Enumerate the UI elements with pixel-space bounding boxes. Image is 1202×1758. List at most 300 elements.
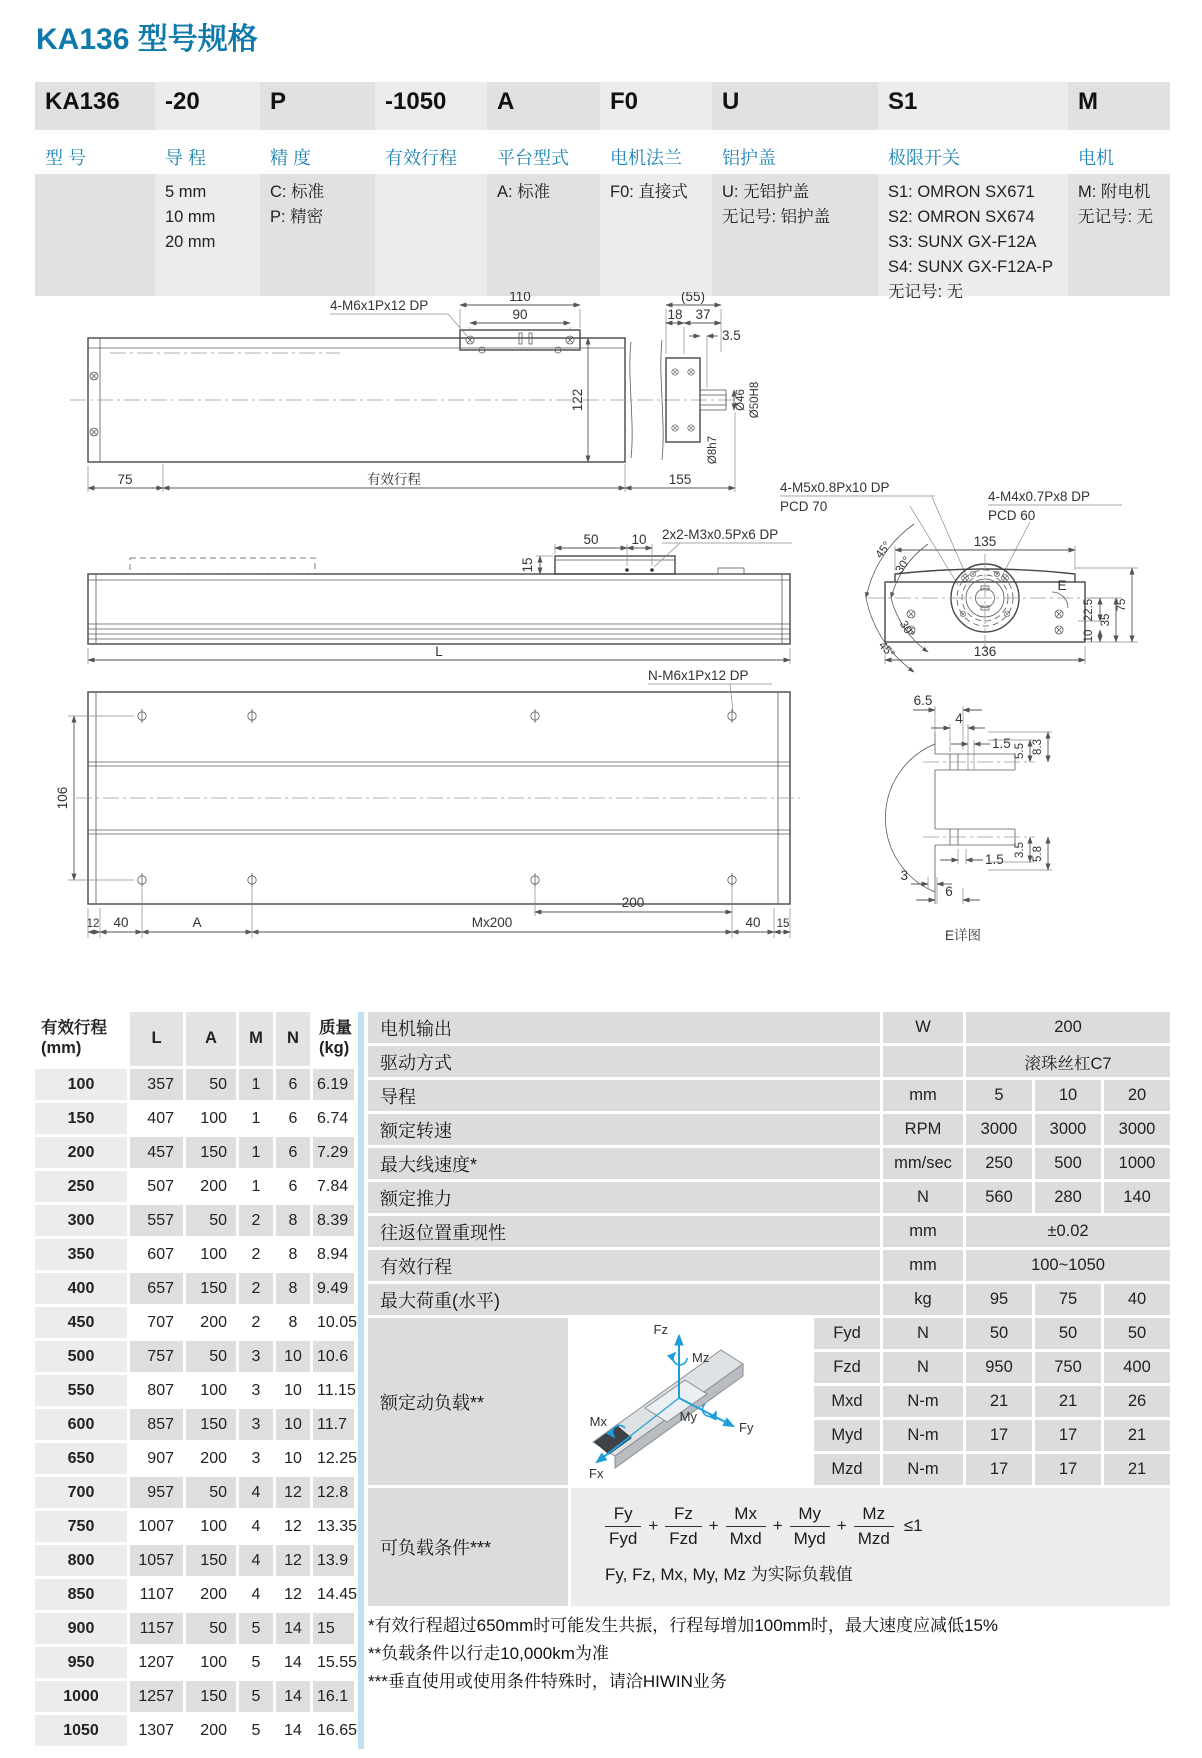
numerator: Mz xyxy=(862,1504,886,1523)
option: 10 mm xyxy=(165,208,216,226)
dim-cell: 300 xyxy=(35,1205,127,1236)
spec-unit: mm xyxy=(883,1080,963,1111)
denominator: Myd xyxy=(790,1526,830,1549)
load-unit: N-m xyxy=(883,1386,963,1417)
denominator: Mxd xyxy=(726,1526,766,1549)
dim-cell: 2 xyxy=(239,1205,273,1236)
spec-value: 100~1050 xyxy=(966,1250,1170,1281)
bottom-view-drawing xyxy=(55,668,800,938)
dim-label: (55) xyxy=(680,292,706,304)
thread-callout: 2x2-M3x0.5Px6 DP xyxy=(662,527,779,542)
dim-cell: 757 xyxy=(130,1341,183,1372)
dim-label: 75 xyxy=(117,472,133,487)
option: 无记号: 无 xyxy=(888,283,964,301)
dim-cell: 1307 xyxy=(130,1715,183,1746)
dim-cell: 750 xyxy=(35,1511,127,1542)
model-code-field-label-6 xyxy=(712,130,878,174)
spec-value: 3000 xyxy=(1104,1114,1170,1145)
top-view-drawing xyxy=(70,292,761,492)
model-code-col-0 xyxy=(35,82,155,130)
dimension-table xyxy=(35,1012,358,1746)
load-value: 50 xyxy=(1035,1318,1101,1349)
load-value: 21 xyxy=(1104,1420,1170,1451)
dim-cell: 1 xyxy=(239,1171,273,1202)
dim-cell: 100 xyxy=(186,1239,236,1270)
dim-label: 6 xyxy=(945,884,953,899)
dim-label: 90 xyxy=(512,307,528,322)
angle-label: 45° xyxy=(875,639,897,661)
option: 无记号: 无 xyxy=(1078,208,1154,226)
option: 20 mm xyxy=(165,233,216,251)
field-label-text: 极限开关 xyxy=(888,148,960,168)
dim-cell: 200 xyxy=(186,1307,236,1338)
spec-value: 3000 xyxy=(1035,1114,1101,1145)
dim-label: 1.5 xyxy=(985,852,1004,867)
dim-cell: 1 xyxy=(239,1137,273,1168)
dim-cell: 15.55 xyxy=(313,1647,354,1678)
dim-label: 15 xyxy=(776,918,790,930)
numerator: Fy xyxy=(613,1504,633,1523)
dim-cell: 150 xyxy=(186,1409,236,1440)
plus-sign: + xyxy=(836,1516,847,1536)
dim-cell: 10 xyxy=(276,1375,310,1406)
option: P: 精密 xyxy=(270,208,324,226)
dim-header-4 xyxy=(276,1012,310,1066)
model-code-col-5 xyxy=(600,82,712,130)
spec-unit: mm xyxy=(883,1250,963,1281)
dim-cell: 12.25 xyxy=(313,1443,354,1474)
model-code-text: S1 xyxy=(888,88,918,115)
load-condition-label: 可负载条件*** xyxy=(368,1488,568,1606)
model-code-text: A xyxy=(497,88,515,115)
dim-cell: 1257 xyxy=(130,1681,183,1712)
dim-cell: 6 xyxy=(276,1171,310,1202)
dim-cell: 6.19 xyxy=(313,1069,354,1100)
dim-cell: 8 xyxy=(276,1273,310,1304)
denominator: Mzd xyxy=(854,1526,894,1549)
dim-cell: 8.94 xyxy=(313,1239,354,1270)
option: M: 附电机 xyxy=(1078,183,1151,201)
dim-label: 40 xyxy=(745,915,761,930)
model-code-text: KA136 xyxy=(45,88,120,115)
load-value: 21 xyxy=(1104,1454,1170,1485)
model-code-options-2 xyxy=(260,174,375,296)
dim-cell: 200 xyxy=(186,1579,236,1610)
dim-cell: 957 xyxy=(130,1477,183,1508)
spec-table xyxy=(368,1012,1170,1606)
leq-sign: ≤1 xyxy=(903,1516,923,1536)
dim-cell: 200 xyxy=(186,1715,236,1746)
dim-cell: 12 xyxy=(276,1477,310,1508)
dim-cell: 250 xyxy=(35,1171,127,1202)
spec-label: 最大线速度* xyxy=(368,1148,880,1179)
model-code-col-8 xyxy=(1068,82,1170,130)
dynamic-load-label: 额定动负载** xyxy=(368,1318,568,1485)
footnotes xyxy=(368,1612,1178,1696)
field-label-text: 导 程 xyxy=(165,148,207,168)
dim-label: Ø8h7 xyxy=(707,435,719,465)
dim-header-1 xyxy=(130,1012,183,1066)
option: U: 无铝护盖 xyxy=(722,183,810,201)
angle-label: 45° xyxy=(873,539,894,561)
dim-label: Ø50H8 xyxy=(749,381,761,419)
dim-label: 18 xyxy=(667,307,683,322)
dim-cell: 200 xyxy=(35,1137,127,1168)
denominator: Fzd xyxy=(665,1526,701,1549)
dim-cell: 6 xyxy=(276,1069,310,1100)
header-line: M xyxy=(249,1029,263,1048)
spec-value: 200 xyxy=(966,1012,1170,1043)
load-value: 950 xyxy=(966,1352,1032,1383)
dim-cell: 900 xyxy=(35,1613,127,1644)
dim-cell: 100 xyxy=(186,1647,236,1678)
field-label-text: 电机法兰 xyxy=(610,148,682,168)
dim-cell: 150 xyxy=(186,1273,236,1304)
dim-label: 106 xyxy=(55,786,70,810)
page-title: KA136 型号规格 xyxy=(36,23,258,56)
dim-label: 5.5 xyxy=(1014,743,1026,759)
spec-value: 1000 xyxy=(1104,1148,1170,1179)
spec-unit: N xyxy=(883,1182,963,1213)
option: A: 标准 xyxy=(497,183,551,201)
dim-cell: 12 xyxy=(276,1579,310,1610)
field-label-text: 平台型式 xyxy=(497,148,569,168)
dim-label: 75 xyxy=(1116,598,1128,612)
load-unit: N-m xyxy=(883,1454,963,1485)
detail-caption: E详图 xyxy=(944,928,982,943)
technical-drawings xyxy=(30,292,1180,998)
spec-label: 电机输出 xyxy=(368,1012,880,1043)
spec-label: 驱动方式 xyxy=(368,1046,880,1077)
thread-callout: N-M6x1Px12 DP xyxy=(648,668,749,683)
dim-label: 3 xyxy=(900,868,908,883)
dim-cell: 3 xyxy=(239,1341,273,1372)
dim-cell: 14 xyxy=(276,1715,310,1746)
dim-label: 3.5 xyxy=(722,328,741,343)
spec-row-7 xyxy=(368,1250,1170,1281)
numerator: Fz xyxy=(674,1504,693,1523)
dim-cell: 150 xyxy=(186,1545,236,1576)
dim-header-2 xyxy=(186,1012,236,1066)
dim-cell: 16.65 xyxy=(313,1715,354,1746)
dim-label: 8.3 xyxy=(1032,739,1044,755)
model-code-options-8 xyxy=(1068,174,1170,296)
dim-cell: 907 xyxy=(130,1443,183,1474)
dim-cell: 200 xyxy=(186,1171,236,1202)
field-label-text: 精 度 xyxy=(270,148,312,168)
header-line: (mm) xyxy=(41,1039,82,1057)
dim-cell: 5 xyxy=(239,1681,273,1712)
model-code-labels-row xyxy=(35,130,1170,174)
dim-label: L xyxy=(435,644,443,659)
dim-cell: 16.1 xyxy=(313,1681,354,1712)
dim-cell: 950 xyxy=(35,1647,127,1678)
numerator: Mx xyxy=(734,1504,757,1523)
dim-cell: 1007 xyxy=(130,1511,183,1542)
dim-label: Ø46 xyxy=(735,389,747,411)
dim-label: Mx200 xyxy=(471,915,513,930)
spec-value: 40 xyxy=(1104,1284,1170,1315)
option: F0: 直接式 xyxy=(610,183,688,201)
table-divider xyxy=(358,1012,364,1749)
dim-cell: 6 xyxy=(276,1137,310,1168)
spec-unit xyxy=(883,1046,963,1077)
option: S4: SUNX GX-F12A-P xyxy=(888,258,1054,276)
model-code-options-5 xyxy=(600,174,712,296)
spec-row-5 xyxy=(368,1182,1170,1213)
axis-label: Mz xyxy=(692,1350,710,1365)
axis-label: Fy xyxy=(739,1420,754,1435)
dim-cell: 10.6 xyxy=(313,1341,354,1372)
dim-cell: 10 xyxy=(276,1341,310,1372)
dim-cell: 100 xyxy=(186,1103,236,1134)
plus-sign: + xyxy=(772,1516,783,1536)
dim-cell: 100 xyxy=(186,1375,236,1406)
dim-cell: 11.7 xyxy=(313,1409,354,1440)
field-label-text: 电机 xyxy=(1078,148,1114,168)
spec-unit: mm/sec xyxy=(883,1148,963,1179)
model-code-options-6 xyxy=(712,174,878,296)
dim-cell: 150 xyxy=(186,1681,236,1712)
axis-label: Mx xyxy=(589,1414,607,1429)
side-view-drawing xyxy=(88,527,792,664)
spec-row-8 xyxy=(368,1284,1170,1315)
axis-label: Fz xyxy=(653,1322,668,1337)
model-code-col-1 xyxy=(155,82,260,130)
dim-cell: 2 xyxy=(239,1273,273,1304)
model-code-row xyxy=(35,82,1170,130)
spec-value: 75 xyxy=(1035,1284,1101,1315)
dim-cell: 4 xyxy=(239,1511,273,1542)
dim-label: 22.5 xyxy=(1083,598,1095,622)
dim-label: 136 xyxy=(973,644,997,659)
model-code-col-4 xyxy=(487,82,600,130)
dim-label: 155 xyxy=(668,472,692,487)
spec-row-6 xyxy=(368,1216,1170,1247)
dim-cell: 50 xyxy=(186,1205,236,1236)
load-value: 50 xyxy=(966,1318,1032,1349)
dim-cell: 557 xyxy=(130,1205,183,1236)
dim-cell: 5 xyxy=(239,1715,273,1746)
dim-cell: 407 xyxy=(130,1103,183,1134)
thread-callout: 4-M5x0.8Px10 DP xyxy=(780,480,890,495)
load-value: 21 xyxy=(966,1386,1032,1417)
fraction xyxy=(726,1504,766,1548)
model-code-text: U xyxy=(722,88,740,115)
end-view-drawing xyxy=(780,480,1138,672)
dim-cell: 6.74 xyxy=(313,1103,354,1134)
dim-cell: 1050 xyxy=(35,1715,127,1746)
dim-cell: 50 xyxy=(186,1613,236,1644)
load-value: 17 xyxy=(966,1454,1032,1485)
dim-cell: 9.49 xyxy=(313,1273,354,1304)
option: C: 标准 xyxy=(270,183,325,201)
dim-cell: 1207 xyxy=(130,1647,183,1678)
dim-cell: 7.84 xyxy=(313,1171,354,1202)
dim-cell: 707 xyxy=(130,1307,183,1338)
spec-value: 95 xyxy=(966,1284,1032,1315)
dim-header-0 xyxy=(35,1012,127,1066)
dim-cell: 507 xyxy=(130,1171,183,1202)
model-code-field-label-3 xyxy=(375,130,487,174)
pcd-label: PCD 70 xyxy=(780,499,828,514)
load-value: 17 xyxy=(1035,1454,1101,1485)
dim-cell: 15 xyxy=(313,1613,354,1644)
load-unit: N-m xyxy=(883,1420,963,1451)
footnote-3: ***垂直使用或使用条件特殊时，请洽HIWIN业务 xyxy=(368,1672,727,1691)
model-code-col-7 xyxy=(878,82,1068,130)
dim-cell: 3 xyxy=(239,1375,273,1406)
dim-cell: 10.05 xyxy=(313,1307,354,1338)
load-value: 17 xyxy=(966,1420,1032,1451)
dim-label: 6.5 xyxy=(913,693,933,708)
load-value: 750 xyxy=(1035,1352,1101,1383)
spec-row-3 xyxy=(368,1114,1170,1145)
spec-value: 滚珠丝杠C7 xyxy=(966,1046,1170,1077)
dim-cell: 3 xyxy=(239,1443,273,1474)
model-code-field-label-5 xyxy=(600,130,712,174)
dim-cell: 1 xyxy=(239,1103,273,1134)
dim-cell: 100 xyxy=(35,1069,127,1100)
load-value: 50 xyxy=(1104,1318,1170,1349)
plus-sign: + xyxy=(708,1516,719,1536)
dim-cell: 1 xyxy=(239,1069,273,1100)
dim-cell: 500 xyxy=(35,1341,127,1372)
dim-cell: 150 xyxy=(35,1103,127,1134)
dim-cell: 700 xyxy=(35,1477,127,1508)
spec-row-2 xyxy=(368,1080,1170,1111)
dim-cell: 4 xyxy=(239,1477,273,1508)
model-code-options-1 xyxy=(155,174,260,296)
dim-header-3 xyxy=(239,1012,273,1066)
load-condition-formula xyxy=(605,1504,1160,1548)
spec-value: 10 xyxy=(1035,1080,1101,1111)
spec-value: 560 xyxy=(966,1182,1032,1213)
dim-cell: 450 xyxy=(35,1307,127,1338)
dim-cell: 7.29 xyxy=(313,1137,354,1168)
dim-cell: 200 xyxy=(186,1443,236,1474)
dim-cell: 14 xyxy=(276,1681,310,1712)
option: S3: SUNX GX-F12A xyxy=(888,233,1037,251)
dim-cell: 807 xyxy=(130,1375,183,1406)
load-condition-content xyxy=(571,1488,1170,1606)
load-name: Fyd xyxy=(814,1318,880,1349)
model-code-col-2 xyxy=(260,82,375,130)
model-code-options-3 xyxy=(375,174,487,296)
field-label-text: 铝护盖 xyxy=(722,148,776,168)
option: S2: OMRON SX674 xyxy=(888,208,1035,226)
dim-cell: 857 xyxy=(130,1409,183,1440)
dim-cell: 12 xyxy=(276,1545,310,1576)
spec-value: 500 xyxy=(1035,1148,1101,1179)
dim-cell: 1057 xyxy=(130,1545,183,1576)
dim-cell: 5 xyxy=(239,1613,273,1644)
field-label-text: 型 号 xyxy=(45,148,87,168)
dim-cell: 600 xyxy=(35,1409,127,1440)
spec-label: 最大荷重(水平) xyxy=(368,1284,880,1315)
actuator-axes-figure xyxy=(571,1318,811,1485)
spec-value: 140 xyxy=(1104,1182,1170,1213)
thread-callout: 4-M6x1Px12 DP xyxy=(330,298,429,313)
thread-callout: 4-M4x0.7Px8 DP xyxy=(988,489,1091,504)
dim-label: 15 xyxy=(520,557,535,573)
dim-cell: 12 xyxy=(276,1511,310,1542)
model-code-field-label-0 xyxy=(35,130,155,174)
model-code-col-3 xyxy=(375,82,487,130)
pcd-label: PCD 60 xyxy=(988,508,1036,523)
spec-row-1 xyxy=(368,1046,1170,1077)
axis-label: Fx xyxy=(589,1466,604,1481)
model-code-options-7 xyxy=(878,174,1068,301)
dim-cell: 357 xyxy=(130,1069,183,1100)
numerator: My xyxy=(798,1504,822,1523)
load-name: Myd xyxy=(814,1420,880,1451)
spec-label: 有效行程 xyxy=(368,1250,880,1281)
dim-label: 50 xyxy=(583,532,599,547)
load-value: 21 xyxy=(1035,1386,1101,1417)
load-unit: N xyxy=(883,1352,963,1383)
spec-unit: mm xyxy=(883,1216,963,1247)
spec-label: 往返位置重现性 xyxy=(368,1216,880,1247)
spec-label: 额定推力 xyxy=(368,1182,880,1213)
dim-cell: 12.8 xyxy=(313,1477,354,1508)
dim-label: 122 xyxy=(570,388,585,412)
footnote-2: **负载条件以行走10,000km为准 xyxy=(368,1644,609,1663)
fraction xyxy=(854,1504,894,1548)
load-value: 26 xyxy=(1104,1386,1170,1417)
model-code-field-label-7 xyxy=(878,130,1068,174)
dim-cell: 550 xyxy=(35,1375,127,1406)
dim-cell: 10 xyxy=(276,1409,310,1440)
dim-cell: 4 xyxy=(239,1579,273,1610)
footnote-1: *有效行程超过650mm时可能发生共振，行程每增加100mm时，最大速度应减低15% xyxy=(368,1616,999,1635)
dim-cell: 8 xyxy=(276,1307,310,1338)
option: S1: OMRON SX671 xyxy=(888,183,1035,201)
dim-cell: 3 xyxy=(239,1409,273,1440)
dim-cell: 800 xyxy=(35,1545,127,1576)
header-line: 质量 xyxy=(319,1019,352,1038)
header-line: L xyxy=(151,1029,162,1048)
dim-cell: 50 xyxy=(186,1341,236,1372)
spec-row-4 xyxy=(368,1148,1170,1179)
model-code-field-label-1 xyxy=(155,130,260,174)
dim-label: 1.5 xyxy=(992,736,1011,751)
model-code-field-label-2 xyxy=(260,130,375,174)
detail-label: E xyxy=(1057,578,1067,593)
dim-cell: 1157 xyxy=(130,1613,183,1644)
dim-cell: 1000 xyxy=(35,1681,127,1712)
spec-value: 250 xyxy=(966,1148,1032,1179)
dim-label: 有效行程 xyxy=(367,472,421,487)
header-line: A xyxy=(205,1029,217,1048)
e-detail-drawing xyxy=(885,693,1052,943)
dim-cell: 50 xyxy=(186,1069,236,1100)
dim-cell: 8.39 xyxy=(313,1205,354,1236)
dim-cell: 150 xyxy=(186,1137,236,1168)
dim-cell: 13.9 xyxy=(313,1545,354,1576)
axis-label: My xyxy=(679,1409,697,1424)
spec-unit: W xyxy=(883,1012,963,1043)
dim-label: 35 xyxy=(1100,613,1112,627)
model-code-field-label-4 xyxy=(487,130,600,174)
dim-label: 40 xyxy=(113,915,129,930)
dim-cell: 1107 xyxy=(130,1579,183,1610)
load-condition-section xyxy=(368,1488,1170,1606)
dim-label: 10 xyxy=(1083,629,1095,643)
dim-label: 3.5 xyxy=(1014,842,1026,858)
dim-cell: 50 xyxy=(186,1477,236,1508)
dim-cell: 100 xyxy=(186,1511,236,1542)
